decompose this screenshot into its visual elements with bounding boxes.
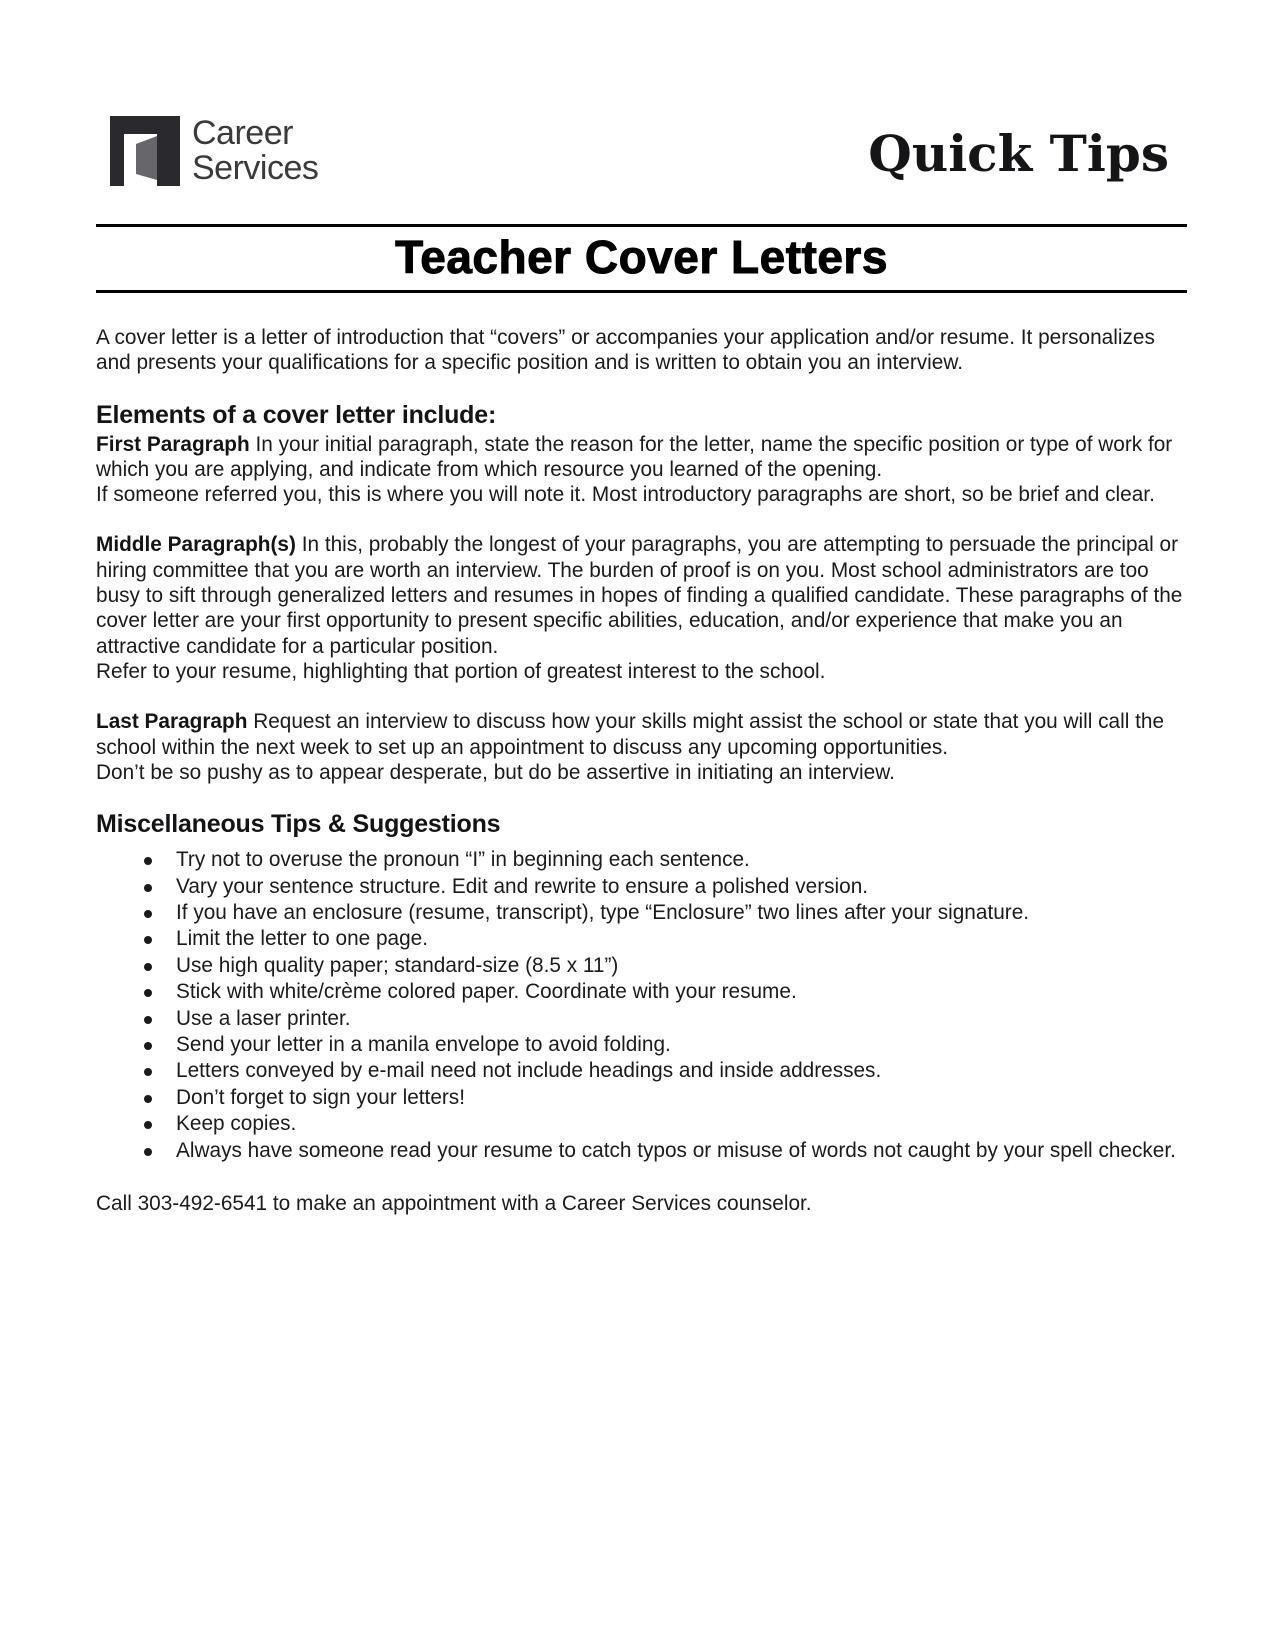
elements-heading: Elements of a cover letter include: [96, 400, 497, 429]
bullet-icon [144, 963, 152, 971]
tip-item [144, 900, 1187, 926]
bullet-icon [144, 1121, 152, 1129]
page-title: Teacher Cover Letters [395, 231, 888, 283]
tip-text: Always have someone read your resume to catch typos or misuse of words not caught by your spell checker. [176, 1138, 1176, 1162]
tip-item [144, 1006, 1187, 1032]
tips-heading: Miscellaneous Tips & Suggestions [96, 810, 501, 839]
paragraph-lead: Middle Paragraph(s) [96, 533, 296, 557]
tip-text: Letters conveyed by e-mail need not include headings and inside addresses. [176, 1059, 882, 1083]
open-door-icon [110, 116, 180, 186]
tip-item [144, 1138, 1187, 1164]
middle-paragraph [96, 532, 1187, 684]
career-services-logo [110, 116, 318, 186]
last-paragraph [96, 709, 1187, 785]
paragraph-note: If someone referred you, this is where you will note it. Most introductory paragraphs are short, so be brief and clear. [96, 483, 1155, 507]
paragraph-lead: Last Paragraph [96, 710, 248, 734]
bullet-icon [144, 910, 152, 918]
paragraph-note: Don’t be so pushy as to appear desperate, but do be assertive in initiating an interview. [96, 760, 895, 784]
bullet-icon [144, 1068, 152, 1076]
paragraph-text: Request an interview to discuss how your skills might assist the school or state that you will call the school within the next week to set up an appointment to discuss any upcoming opportunities. [96, 710, 1165, 759]
tip-text: Limit the letter to one page. [176, 927, 429, 951]
tip-text: Use high quality paper; standard-size (8.5 x 11”) [176, 953, 619, 977]
tip-item [144, 1111, 1187, 1137]
tip-text: Send your letter in a manila envelope to avoid folding. [176, 1033, 671, 1056]
bullet-icon [144, 1148, 152, 1156]
tip-text: Use a laser printer. [176, 1006, 351, 1030]
tip-item [144, 1032, 1187, 1058]
paragraph-text: In your initial paragraph, state the reason for the letter, name the specific position or type of work for which you are applying, and indicate from which resource you learned of the opening. [96, 432, 1173, 481]
tip-item [144, 1058, 1187, 1084]
paragraph-text: In this, probably the longest of your paragraphs, you are attempting to persuade the principal or hiring committee that you are worth an interview. The burden of proof is on you. Most school administrators are too busy to sift through generalized letters and resumes in hopes of finding a qualified candidate. These paragraphs of the cover letter are your first opportunity to present specific abilities, education, and/or experience that make you an attractive candidate for a particular position. [96, 533, 1183, 658]
bullet-icon [144, 936, 152, 944]
tips-list [144, 847, 1187, 1164]
bullet-icon [144, 1016, 152, 1024]
tip-item [144, 926, 1187, 952]
tip-item [144, 874, 1187, 900]
bullet-icon [144, 884, 152, 892]
intro-paragraph: A cover letter is a letter of introduction that “covers” or accompanies your application and/or resume. It personalizes and presents your qualifications for a specific position and is written to obtain you an interview. [96, 326, 1155, 375]
tip-text: Vary your sentence structure. Edit and rewrite to ensure a polished version. [176, 874, 869, 898]
tip-text: If you have an enclosure (resume, transcript), type “Enclosure” two lines after your signature. [176, 900, 1030, 924]
paragraph-lead: First Paragraph [96, 432, 250, 456]
bullet-icon [144, 1042, 152, 1050]
tip-text: Stick with white/crème colored paper. Coordinate with your resume. [176, 980, 797, 1004]
quick-tips-label: Quick Tips [868, 124, 1169, 183]
tip-text: Don’t forget to sign your letters! [176, 1085, 465, 1109]
tip-item [144, 847, 1187, 873]
tip-item [144, 1085, 1187, 1111]
logo-line1: Career [192, 114, 293, 152]
bullet-icon [144, 989, 152, 997]
logo-line2: Services [192, 149, 319, 187]
page-header [96, 116, 1187, 186]
title-block [96, 224, 1187, 293]
contact-line: Call 303-492-6541 to make an appointment with a Career Services counselor. [96, 1192, 812, 1216]
first-paragraph [96, 432, 1187, 508]
paragraph-note: Refer to your resume, highlighting that portion of greatest interest to the school. [96, 659, 826, 683]
tip-text: Try not to overuse the pronoun “I” in beginning each sentence. [176, 848, 750, 872]
bullet-icon [144, 1095, 152, 1103]
tip-text: Keep copies. [176, 1112, 297, 1136]
tip-item [144, 953, 1187, 979]
bullet-icon [144, 857, 152, 865]
logo-wordmark [192, 116, 318, 186]
tip-item [144, 979, 1187, 1005]
